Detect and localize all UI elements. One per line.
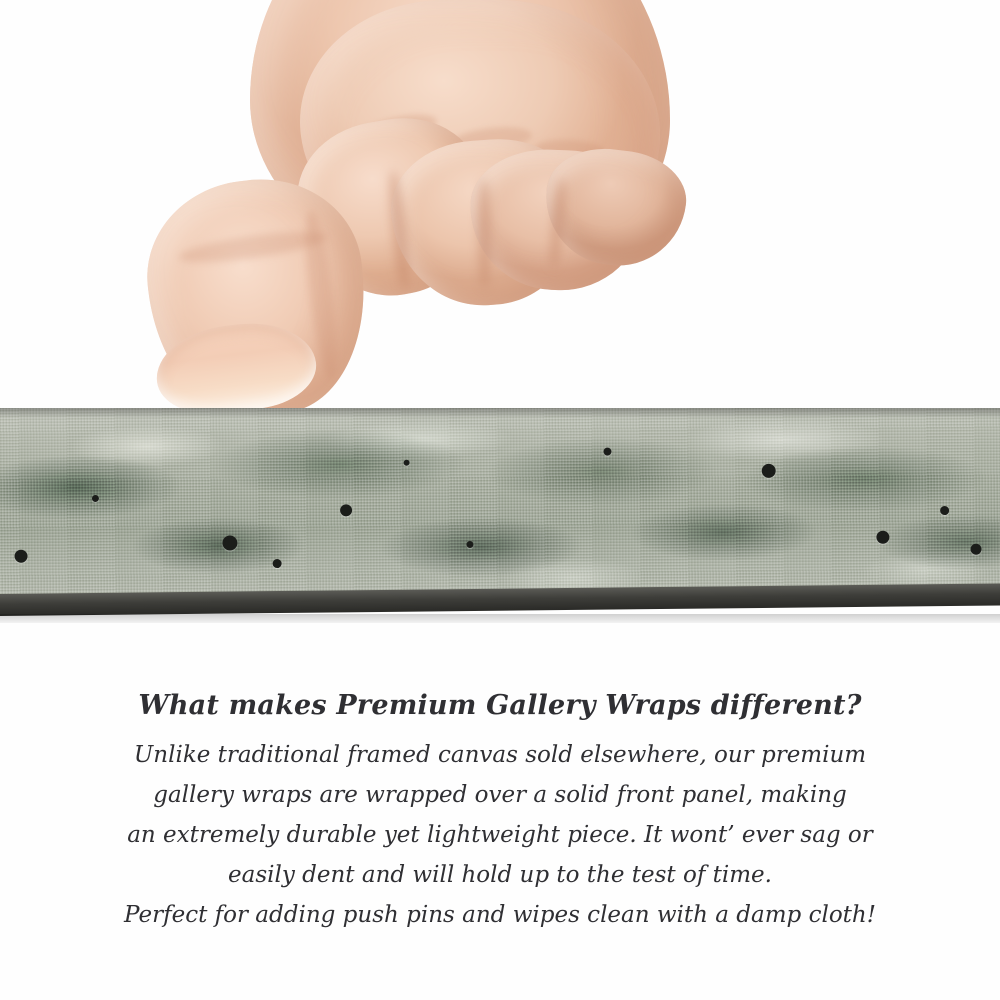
canvas-drop-shadow — [0, 614, 1000, 623]
paint-speck — [340, 504, 352, 516]
hand-illustration — [0, 0, 1000, 415]
copy-headline: What makes Premium Gallery Wraps different? — [138, 690, 862, 721]
copy-line-5: Perfect for adding push pins and wipes clean with a damp cloth! — [124, 902, 876, 928]
canvas-edge-strip — [0, 408, 1000, 623]
copy-line-4: easily dent and will hold up to the test of time. — [228, 862, 772, 888]
paint-speck — [603, 448, 611, 456]
paint-speck — [970, 544, 981, 555]
copy-line-2: gallery wraps are wrapped over a solid front panel, making — [153, 782, 847, 808]
paint-speck — [876, 531, 889, 544]
paint-speck — [273, 559, 282, 568]
canvas-printed-face — [0, 408, 1000, 608]
paint-speck — [940, 506, 949, 515]
paint-speck — [762, 464, 776, 478]
paint-speck — [404, 460, 410, 466]
marketing-copy — [0, 690, 1000, 935]
paint-speck — [14, 550, 27, 563]
copy-line-3: an extremely durable yet lightweight piece. It wont’ ever sag or — [127, 822, 873, 848]
copy-line-1: Unlike traditional framed canvas sold elsewhere, our premium — [133, 742, 867, 768]
canvas-weave-texture — [0, 408, 1000, 608]
paint-speck — [92, 495, 99, 502]
paint-speck — [222, 535, 237, 550]
paint-speck — [466, 541, 473, 548]
finger-gap-2 — [478, 180, 491, 288]
canvas-top-shadow — [0, 408, 1000, 418]
